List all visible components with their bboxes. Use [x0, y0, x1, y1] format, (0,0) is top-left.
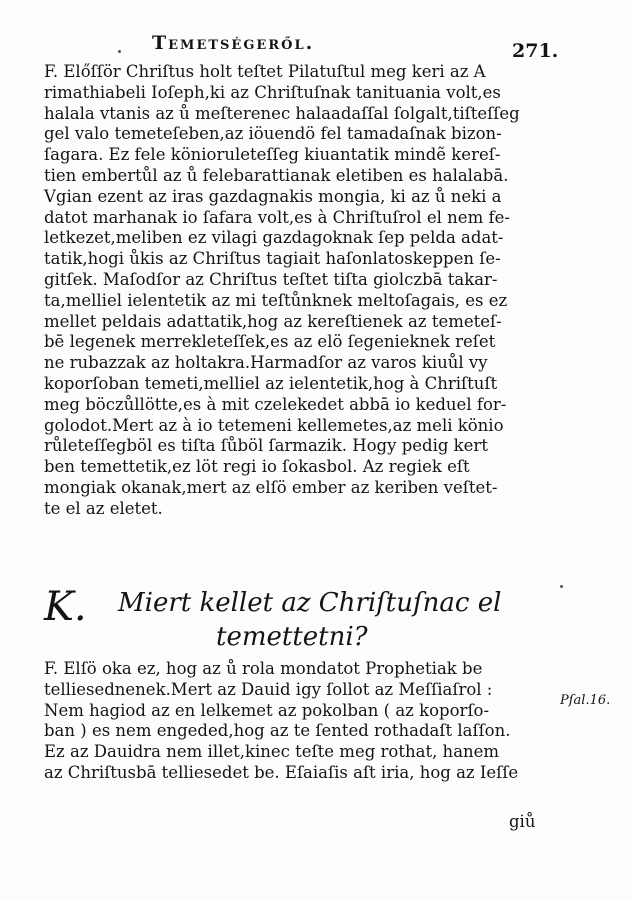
text-line: te el az eletet. [44, 498, 163, 518]
text-line: ne rubazzak az holtakra.Harmadſor az varos kiuůl vy [44, 353, 488, 373]
text-line: letkezet,meliben ez vilagi gazdagoknak ſep pelda adat- [44, 228, 504, 248]
text-line: tatik,hogi ůkis az Chriſtus tagiait haſonlatoskeppen ſe- [44, 249, 501, 269]
text-line: F. Elſö oka ez, hog az ů rola mondatot Prophetiak be [44, 659, 483, 678]
text-line: Vgian ezent az iras gazdagnakis mongia, ki az ů neki a [44, 186, 502, 206]
text-line: ben temettetik,ez löt regi io ſokasbol. Az regiek eſt [44, 457, 470, 477]
text-line: F. Előſſör Chriſtus holt teſtet Pilatuſtul meg keri az A [44, 62, 486, 81]
text-block-2 [44, 659, 544, 784]
text-line: bē legenek merrekleteſſek,es az elö ſegenieknek reſet [44, 332, 496, 352]
text-line: ban ) es nem engeded,hog az te ſented rothadaſt laſſon. [44, 721, 511, 741]
text-line: az Chriſtusbā telliesedet be. Eſaiaſis aſt iria, hog az Ieſſe [44, 762, 519, 782]
text-line: ſagara. Ez fele könioruleteſſeg kiuantatik mindẽ kereſ- [44, 145, 501, 165]
text-line: mellet peldais adattatik,hog az kereſtienek az temeteſ- [44, 311, 502, 331]
text-line: golodot.Mert az à io tetemeni kellemetes,az meli könio [44, 415, 504, 435]
text-line: Nem hagiod az en lelkemet az pokolban ( az koporſo- [44, 700, 490, 720]
text-line: halala vtanis az ů meſterenec halaadaſſal ſolgalt,tiſteſſeg [44, 103, 520, 123]
text-line: Ez az Dauidra nem illet,kinec teſte meg rothat, hanem [44, 742, 500, 762]
text-line: tien embertůl az ů felebarattianak eletiben es halalabā. [44, 165, 509, 185]
page-number: 271. [512, 40, 559, 62]
ink-speck [118, 50, 121, 53]
catchword: giů [509, 812, 536, 831]
running-head: Temetségeről. [152, 32, 315, 54]
text-line: gel valo temeteſeben,az iöuendö fel tamadaſnak bizon- [44, 124, 502, 144]
text-line: rimathiabeli Ioſeph,ki az Chriſtuſnak tanituania volt,es [44, 82, 501, 102]
section-heading-line-1: Miert kellet az Chriſtuſnac el [118, 588, 502, 618]
text-block-1 [44, 62, 544, 520]
text-line: telliesednenek.Mert az Dauid igy ſollot az Meſſiaſrol : [44, 679, 493, 699]
text-line: mongiak okanak,mert az elſö ember az keriben veſtet- [44, 477, 498, 497]
text-line: meg böczůllötte,es à mit czelekedet abbā io keduel for- [44, 394, 507, 414]
text-line: koporſoban temeti,melliel az ielentetik,hog à Chriſtuſt [44, 373, 498, 393]
text-line: růleteſſegböl es tiſta ſůböl ſarmazik. Hogy pedig kert [44, 436, 488, 456]
section-heading-line-2: temettetni? [216, 622, 368, 652]
margin-note: Pſal.16. [560, 693, 611, 708]
text-line: gitſek. Maſodſor az Chriſtus teſtet tiſta giolczbā takar- [44, 269, 498, 289]
section-mark: K. [44, 584, 87, 630]
text-line: datot marhanak io ſafara volt,es à Chriſtuſrol el nem fe- [44, 207, 510, 227]
ink-speck [560, 585, 563, 588]
text-line: ta,melliel ielentetik az mi teſtůnknek meltoſagais, es ez [44, 290, 508, 310]
